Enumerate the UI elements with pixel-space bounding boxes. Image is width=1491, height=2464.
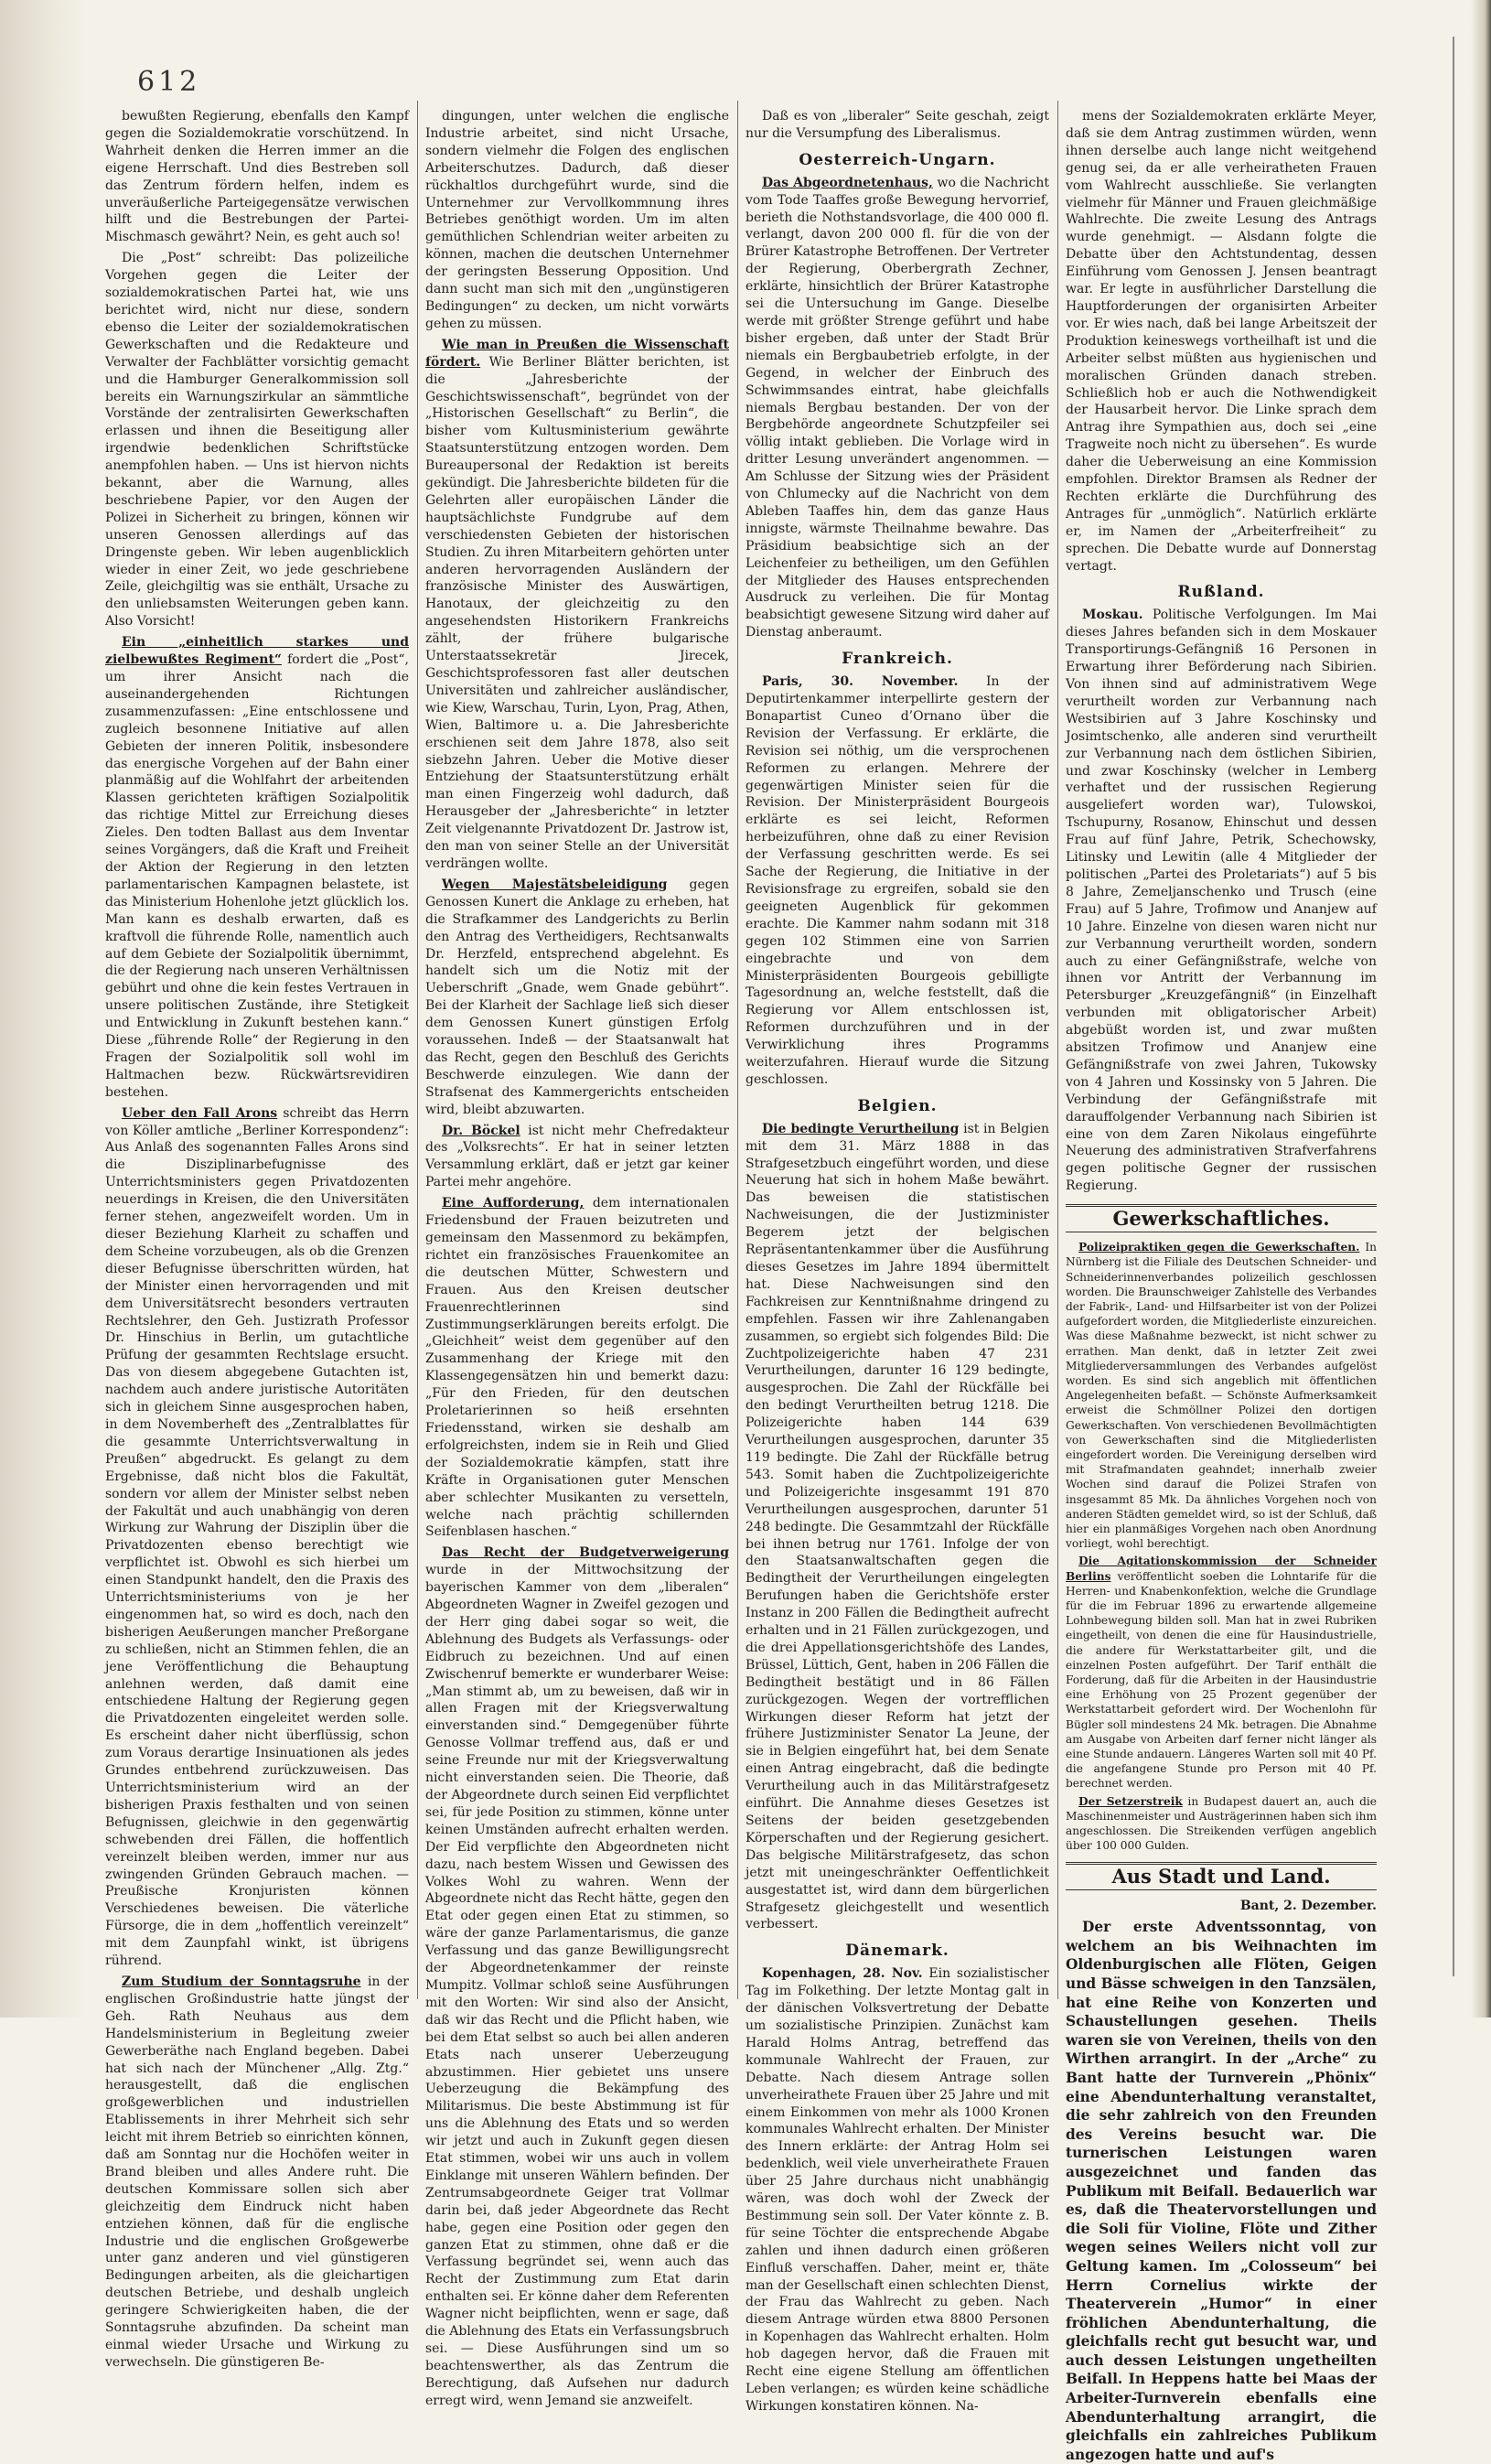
article-lead: Zum Studium der Sonntagsruhe (122, 1974, 361, 1989)
article-body: In der Deputirtenkammer interpellirte gestern der Bonapartist Cuneo d’Ornano über die Revision der Verfassung. Er erklärte, die Revision sei nöthig, um die versprochenen Reformen zu erlangen. Mehrere der gegenwärtigen Minister seien für die Revision. Der Ministerpräsident Bourgeois erklärte es sei leicht, Reformen herbeizuführen, ohne daß zu einer Revision der Verfassung geschritten werde. Es sei Sache der Regierung, die Initiative in der Revisionsfrage zu ergreifen, sobald sie den geeigneten Augenblick für gekommen erachte. Die Kammer nahm sodann mit 318 gegen 102 Stimmen eine von Sarrien eingebrachte und von dem Ministerpräsidenten Bourgeois gebilligte Tagesordnung an, welche feststellt, daß die Regierung vor Allem entschlossen ist, Reformen durchzuführen und in der Verwirklichung ihres Programms weiterzufahren. Hierauf wurde die Sitzung geschlossen. (746, 674, 1049, 1087)
article-body: in der englischen Großindustrie hatte jüngst der Geh. Rath Neuhaus aus dem Handelsministerium in Begleitung zweier Gewerberäthe nach England begeben. Dabei hat sich nach der Münchener „Allg. Ztg.“ herausgestellt, daß die englischen großgewerblichen und industriellen Etablissements in ihrer Mehrheit sich sehr leicht mit ihrem Betrieb so einrichten können, daß am Sonntag nur die Hochöfen weiter in Brand bleiben und alles Andere ruht. Die deutschen Kommissare sollen sich aber gleichzeitig dem Eindruck nicht haben entziehen können, daß für die englische Industrie und die englischen Großgewerbe unter ganz anderen und viel günstigeren Bedingungen arbeiten, als die gleichartigen deutschen Betriebe, und deshalb ungleich geringere Schwierigkeiten haben, die der Sonntagsruhe abzufinden. Da scheint man einmal wieder Ursache und Wirkung zu verwechseln. Die günstigeren Be- (105, 1974, 409, 2370)
article-body: fordert die „Post“, um ihrer Ansicht nach die auseinandergehenden Richtungen zusammenzufassen: „Eine entschlossene und zugleich besonnene Initiative auf allen Gebieten der inneren Politik, insbesondere das energische Vorgehen auf der Bahn einer planmäßig auf die Wohlfahrt der arbeitenden Klassen gerichteten kräftigen Sozialpolitik das richtige Mittel zur Erreichung dieses Zieles. Den todten Ballast aus dem Inventar seines Vorgängers, daß die Kraft und Freiheit der Aktion der Regierung in den letzten parlamentarischen Kampagnen belastete, ist das Ministerium Hohenlohe jetzt glücklich los. Man kann es deshalb erwarten, daß es kraftvoll die führende Rolle, namentlich auch auf dem Gebiete der Sozialpolitik übernimmt, die der Regierung nach unseren Verhältnissen gebührt und ohne die kein festes Vertrauen in unsere politischen Zustände, ihre Stetigkeit und Entwicklung in Zukunft bestehen kann.“ Diese „führende Rolle“ der Regierung in den Fragen der Sozialpolitik soll wohl im Haltmachen bezw. Rückwärtsrevidiren bestehen. (105, 652, 409, 1100)
dateline: Paris, 30. November. (762, 674, 959, 690)
article-lead: Der Setzerstreik (1078, 1794, 1183, 1808)
article-paragraph (746, 175, 1049, 641)
article-body: ist nicht mehr Chefredakteur des „Volksrechts“. Er hat in seiner letzten Versammlung erklärt, daß er jetzt gar keiner Partei mehr angehöre. (425, 1123, 729, 1190)
article-paragraph (1066, 1554, 1377, 1791)
article-lead: Das Abgeordnetenhaus, (762, 175, 933, 190)
article-paragraph: dingungen, unter welchen die englische Industrie arbeitet, sind nicht Ursache, sondern vielmehr die Folgen des englischen Arbeiterschutzes. Dadurch, daß dieser rückhaltlos durchgeführt wurde, sind die Unternehmer zur Vervollkommnung ihres Betriebes genöthigt worden. Um im alten gemüthlichen Schlendrian weiter arbeiten zu können, machen die deutschen Unternehmer der geringsten Besserung Opposition. Und dann sucht man sich mit den „ungünstigeren Bedingungen“ zu decken, um nicht vorwärts gehen zu müssen. (425, 109, 729, 331)
article-lead: Ein „einheitlich starkes und zielbewußtes Regiment“ (105, 635, 409, 668)
article-paragraph (1066, 1240, 1377, 1551)
column-2 (425, 108, 729, 2408)
article-body: Ein sozialistischer Tag im Folkething. Der letzte Montag galt in der dänischen Volksvertretung der Debatte um sozialistische Prinzipien. Zunächst kam Harald Holms Antrag, betreffend das kommunale Wahlrecht der Frauen, zur Debatte. Nach diesem Antrage sollen unverheirathete Frauen über 25 Jahre und mit einem Einkommen von mehr als 1000 Kronen kommunales Wahlrecht erhalten. Der Minister des Innern erklärte: der Antrag Holm sei bedenklich, weil viele unverheirathete Frauen über 25 Jahre durchaus nicht unabhängig wären, was doch wohl der Zweck der Bestimmung sein soll. Der Vater könnte z. B. für seine Töchter die entsprechende Abgabe zahlen und ihnen dadurch einen größeren Einfluß verschaffen. Daher, meint er, thäte man der Gesellschaft einen schlechten Dienst, der Frau das Wahlrecht zu geben. Nach diesem Antrage würden etwa 8800 Personen in Kopenhagen das Wahlrecht erhalten. Holm hob dagegen hervor, daß die Frauen mit Recht eine eigene Stellung am öffentlichen Leben verlangen; es würden keine schädliche Wirkungen konstatiren können. Na- (746, 1966, 1049, 2414)
article-body: veröffentlicht soeben die Lohntarife für die Herren- und Knabenkonfektion, welche die Grundlage für die im Februar 1896 zu erwartende allgemeine Lohnbewegung bilden soll. Man hat in zwei Rubriken eingetheilt, von denen die eine für Hausindustrielle, die andere für Werkstattarbeiter gilt, und die einzelnen Posten aufgeführt. Der Tarif enthält die Forderung, daß für die Arbeiten in der Hausindustrie eine Erhöhung von 25 Prozent gegenüber der Werkstattarbeit gefordert wird. Der Wochenlohn für Bügler soll mindestens 24 Mk. betragen. Die Abnahme am Ausgabe von Arbeiten darf ferner nicht länger als eine Stunde andauern. Längeres Warten soll mit 40 Pf. die angefangene Stunde pro Person mit 40 Pf. berechnet werden. (1066, 1569, 1377, 1791)
article-paragraph: mens der Sozialdemokraten erklärte Meyer, daß sie dem Antrag zustimmen würden, wenn ihnen derselbe auch lange nicht weitgehend genug sei, da er alle verheiratheten Frauen vom Wahlrecht ausschließe. Sie verlangten vielmehr für Männer und Frauen gleichmäßige Wahlrechte. Die zweite Lesung des Antrags wurde genehmigt. — Alsdann folgte die Debatte über den Achtstundentag, dessen Einführung vom Genossen J. Jensen beantragt war. Er legte in ausführlicher Darstellung die Hauptforderungen der organisirten Arbeiter vor. Er wies nach, daß bei lange Arbeitszeit der Produktion keineswegs vortheilhaft ist und die Arbeiter selbst müßten aus hygienischen und moralischen Gründen danach streben. Schließlich hob er auch die Nothwendigkeit der Hausarbeit hervor. Die Linke sprach dem Antrag ihre Sympathien aus, doch sei „eine Tragweite noch nicht zu übersehen“. Es wurde daher die Ueberweisung an eine Kommission empfohlen. Direktor Bramsen als Redner der Rechten erklärte die Durchführung des Antrages für „unmöglich“. Natürlich erklärte er, im Namen der „Arbeiterfreiheit“ zu sprechen. Die Debatte wurde auf Donnerstag vertagt. (1066, 109, 1377, 574)
column-3 (746, 108, 1049, 2414)
local-news-section (1066, 1918, 1377, 2464)
article-lead: Dr. Böckel (442, 1123, 520, 1138)
article-paragraph: Die „Post“ schreibt: Das polizeiliche Vorgehen gegen die Leiter der sozialdemokratischen Partei hat, wie uns berichtet wird, nicht nur diese, sondern ebenso die Leiter der sozialdemokratischen Gewerkschaften und die Redakteure und Verwalter der Fachblätter vorsichtig gemacht und die Hamburger Generalkommission soll bereits ein Warnungszirkular an sämmtliche Vorstände der zentralisirten Gewerkschaften erlassen und ihnen die Beseitigung aller irgendwie bedenklichen Schriftstücke anempfohlen haben. — Uns ist hiervon nichts bekannt, aber die Warnung, alles beschriebene Papier, vor den Augen der Polizei in Sicherheit zu bringen, können wir unseren Genossen allerdings auf das Dringenste geben. Wir leben augenblicklich wieder in einer Zeit, wo jede geschriebene Zeile, gleichgiltig was sie enthält, Ursache zu den unliebsamsten Weiterungen geben kann. Also Vorsicht! (105, 251, 409, 629)
article-paragraph (425, 1544, 729, 2409)
section-heading-france: Frankreich. (842, 650, 953, 669)
article-paragraph (105, 1105, 409, 1970)
article-body: In Nürnberg ist die Filiale des Deutschen Schneider- und Schneiderinnenverbandes polizeilich geschlossen worden. Die Braunschweiger Zahlstelle des Verbandes der Fabrik-, Land- und Hilfsarbeiter ist von der Polizei aufgefordert worden, die Mitgliederliste einzureichen. Was diese Maßnahme bezweckt, ist nicht schwer zu errathen. Man denkt, daß in letzter Zeit zwei Mitgliederversammlungen des Verbandes aufgelöst worden. Es sind sich angeblich mit öffentlichen Angelegenheiten befaßt. — Schönste Aufmerksamkeit erweist die Schmöllner Polizei den dortigen Gewerkschaften. Von verschiedenen Bevollmächtigten von Gewerkschaften sind die Mitgliederlisten eingefordert worden. Die Vereinigung derselben wird mit Strafmandaten geahndet; innerhalb zweier Wochen sind darauf die Polizei Strafen von insgesammt 85 Mk. Da ähnliches Vorgehen noch von anderen Städten gemeldet wird, so ist der Schluß, daß hier ein planmäßiges Vorgehen nach oben Anordnung vorliegt, wohl berechtigt. (1066, 1241, 1377, 1551)
article-paragraph (1066, 607, 1377, 1195)
article-paragraph (425, 1195, 729, 1541)
dateline: Bant, 2. Dezember. (1239, 1899, 1377, 1914)
article-lead: Wie man in Preußen die Wissenschaft fördert. (425, 337, 729, 370)
article-paragraph (746, 1121, 1049, 1934)
page-right-edge (1471, 0, 1491, 2017)
column-1 (105, 108, 409, 2370)
dateline: Moskau. (1082, 608, 1143, 623)
article-paragraph (425, 1123, 729, 1192)
page-number: 612 (137, 66, 201, 98)
article-lead: Polizeipraktiken gegen die Gewerkschaften. (1078, 1241, 1360, 1254)
article-lead: Das Recht der Budgetverweigerung (442, 1545, 729, 1561)
article-body: schreibt das Herrn von Köller amtliche „Berliner Korrespondenz“: Aus Anlaß des sogenannten Falles Arons sind die Disziplinarbefugnisse des Unterrichtsministers gegen Privatdozenten neuerdings in Kreisen, die den Universitäten ferner stehen, angezweifelt worden. Um in dieser Beziehung Klarheit zu schaffen und dem Scheine vorzubeugen, als ob die Grenzen dieser Befugnisse überschritten würden, hat der Minister einen hervorragenden und mit dem Universitätsrecht besonders vertrauten Rechtslehrer, den Geh. Justizrath Professor Dr. Hinschius in Berlin, um gutachtliche Prüfung der gesammten Rechtslage ersucht. Das von diesem abgegebene Gutachten ist, nachdem auch andere juristische Autoritäten sich in gleichem Sinne ausgesprochen haben, in dem Novemberheft des „Zentralblattes für die gesammte Unterrichtsverwaltung in Preußen“ abgedruckt. Es gelangt zu dem Ergebnisse, daß nicht blos die Fakultät, sondern vor allem der Minister selbst neben der Fakultät und auch unabhängig von deren Wirkung zur Wahrung der Disziplin über die Privatdozenten ebenso berechtigt wie verpflichtet ist. Obwohl es sich hierbei um einen Standpunkt handelt, den die Praxis des Unterrichtsministeriums von je her eingenommen hat, so wird es doch, nach den bisherigen Aeußerungen mancher Preßorgane zu schließen, nicht an Stimmen fehlen, die an jene Veröffentlichung die Behauptung anlehnen werden, daß damit eine entschiedene Haltung der Regierung gegen die Privatdozenten eingeleitet werden solle. Es erscheint daher nicht überflüssig, schon zum Voraus derartige Insinuationen als jedes Grundes entbehrend zurückzuweisen. Das Unterrichtsministerium wird an der bisherigen Praxis festhalten und von seinen Befugnissen, gleichwie in den gegenwärtig schwebenden drei Fällen, die hoffentlich vereinzelt bleiben werden, immer nur aus zwingenden Gründen Gebrauch machen. — Preußische Kronjuristen können Verschiedenes beweisen. Die väterliche Fürsorge, die in dem „hoffentlich vereinzelt“ mit dem Zaunpfahl winkt, ist übrigens rührend. (105, 1105, 409, 1969)
column-rule (417, 101, 418, 1999)
column-rule (737, 101, 738, 1999)
article-paragraph: Daß es von „liberaler“ Seite geschah, zeigt nur die Versumpfung des Liberalismus. (746, 109, 1049, 141)
article-lead: Die bedingte Verurtheilung (762, 1121, 960, 1136)
article-paragraph (1066, 1794, 1377, 1854)
article-paragraph (746, 673, 1049, 1089)
article-lead: Ueber den Fall Arons (122, 1105, 278, 1121)
page-binding-shadow (0, 0, 87, 2017)
article-paragraph: Der erste Adventssonntag, von welchem an bis Weihnachten im Oldenburgischen alle Flöten, Geigen und Bässe schweigen in den Tanzsälen, hat eine Reihe von Konzerten und Schaustellungen gesehen. Theils waren sie von Vereinen, theils von den Wirthen arrangirt. In der „Arche“ zu Bant hatte der Turnverein „Phönix“ eine Abendunterhaltung veranstaltet, die sehr zahlreich von den Freunden des Vereins besucht war. Die turnerischen Leistungen waren ausgezeichnet und fanden das Publikum mit Beifall. Bedauerlich war es, daß die Theatervorstellungen und die Soli für Violine, Flöte und Zither wegen seines Weilers nicht voll zur Geltung kamen. Im „Colosseum“ bei Herrn Cornelius wirkte der Theaterverein „Humor“ in einer fröhlichen Abendunterhaltung, die gleichfalls recht gut besucht war, und auch dessen Leistungen ungetheilten Beifall. In Heppens hatte bei Maas der Arbeiter-Turnverein ebenfalls eine Abendunterhaltung arrangirt, die gleichfalls ein zahlreiches Publikum angezogen hatte und auf's (1066, 1919, 1377, 2463)
section-heading-unions: Gewerkschaftliches. (1066, 1204, 1377, 1232)
article-body: Politische Verfolgungen. Im Mai dieses Jahres befanden sich in dem Moskauer Transportirungs-Gefängniß 16 Personen in Erwartung ihrer Beförderung nach Sibirien. Von ihnen sind auf administrativem Wege verurtheilt worden zur Verbannung nach Westsibirien auf 3 Jahre Koschinsky und Josimtschenko, alle anderen sind verurtheilt zur Verbannung nach dem östlichen Sibirien, und zwar Koschinsky (welcher in Lemberg verhaftet und der russischen Regierung ausgeliefert worden war), Tulowskoi, Tschupurny, Rosanow, Ehinschut und dessen Frau auf fünf Jahre, Petrik, Schechowsky, Litinsky und Lewitin (alle 4 Mitglieder der politischen „Partei des Proletariats“) auf 5 bis 8 Jahre, Zemeljanschenko und Trusch (eine Frau) auf 5 Jahre, Trofimow und Ananjew auf 10 Jahre. Einzelne von diesen waren nicht nur zur Verbannung verurtheilt worden, sondern auch zu einer Gefängnißstrafe, welche von ihnen vor Antritt der Verbannung im Petersburger „Kreuzgefängniß“ (in Einzelhaft verbunden mit obligatorischer Arbeit) abgebüßt worden ist, und zwar mußten absitzen Trofimow und Ananjew eine Gefängnißstrafe von zwei Jahren, Tukowsky von 4 Jahren und Kossinsky von 5 Jahren. Die Verbindung der Gefängnißstrafe mit darauffolgender Verbannung nach Sibirien ist eine von dem Zaren Nikolaus eingeführte Neuerung des administrativen Strafverfahrens gegen politische Gegner der russischen Regierung. (1066, 608, 1377, 1194)
article-paragraph: bewußten Regierung, ebenfalls den Kampf gegen die Sozialdemokratie vorschützend. In Wahrheit denken die Herren immer an die eigene Herrschaft. Und dies Bestreben soll das Zentrum fördern helfen, indem es unveräußerliche Parteigegensätze verwischen hilft und die Bestrebungen der Partei-Mischmasch gewährt? Nein, es geht auch so! (105, 109, 409, 245)
article-body: Wie Berliner Blätter berichten, ist die „Jahresberichte der Geschichtswissenschaft“, begründet von der „Historischen Gesellschaft“ zu Berlin“, die bisher vom Kultusministerium gewährte Staatsunterstützung entzogen worden. Dem Bureaupersonal der Redaktion ist bereits gekündigt. Die Jahresberichte bildeten für die Gelehrten aller europäischen Länder die hauptsächlichste Fundgrube auf dem verschiedensten Gebieten der historischen Studien. Zu ihren Mitarbeitern gehörten unter anderen hervorragenden Ausländern der französische Minister des Auswärtigen, Hanotaux, der gleichzeitig zu den angesehendsten Historikern Frankreichs zählt, der frühere bulgarische Unterstaatssekretär Jirecek, Geschichtsprofessoren fast aller deutschen Universitäten und zahlreicher ausländischer, wie Kiew, Warschau, Turin, Lyon, Prag, Athen, Wien, Baltimore u. a. Die Jahresberichte erschienen seit dem Jahre 1878, also seit siebzehn Jahren. Ueber die Motive dieser Entziehung der Staatsunterstützung erhält man einen Fingerzeig wohl dadurch, daß Herausgeber der „Jahresberichte“ in letzter Zeit vielgenannte Privatdozent Dr. Jastrow ist, den man von seiner Stelle an der Universität verdrängen wollte. (425, 354, 729, 871)
section-heading-russia: Rußland. (1177, 583, 1265, 602)
article-lead: Eine Aufforderung, (442, 1196, 585, 1211)
article-body: ist in Belgien mit dem 31. März 1888 in das Strafgesetzbuch eingeführt worden, und diese Neuerung hat sich in hohem Maße bewährt. Das beweisen die statistischen Nachweisungen, die der Justizminister Begerem jetzt der belgischen Repräsentantenkammer über die Ausführung dieses Gesetzes im Jahre 1894 übermittelt hat. Diese Nachweisungen sind den Fachkreisen zur Kenntnißnahme dringend zu empfehlen. Fassen wir ihre Zahlenangaben zusammen, so ergiebt sich folgendes Bild: Die Zuchtpolizeigerichte haben 47 231 Verurtheilungen, darunter 16 129 bedingte, ausgesprochen. Die Zahl der Rückfälle bei den bedingt Verurtheilten betrug 1218. Die Polizeigerichte haben 144 639 Verurtheilungen ausgesprochen, darunter 35 119 bedingte. Die Zahl der Rückfälle betrug 543. Somit haben die Zuchtpolizeigerichte und Polizeigerichte insgesammt 191 870 Verurtheilungen ausgesprochen, darunter 51 248 bedingte. Die Gesammtzahl der Rückfälle bei ihnen betrug nur 1761. Infolge der von den Staatsanwaltschaften gegen die Bedingtheit der Verurtheilungen eingelegten Berufungen haben die Gerichtshöfe erster Instanz in 200 Fällen die Bedingtheit aufrecht erhalten und in 21 Fällen zurückgezogen, und die drei Appellationsgerichtshöfe des Landes, Brüssel, Lüttich, Gent, haben in 206 Fällen die Bedingtheit bestätigt und in 86 Fällen zurückgezogen. Wegen der vortrefflichen Wirkungen dieser Reform hat jetzt der frühere Justizminister Senator La Jeune, der sie in Belgien eingeführt hat, bei dem Senate einen Antrag eingebracht, daß die bedingte Verurtheilung auch in das Militärstrafgesetz einführt. Die Annahme dieses Gesetzes ist Seitens der beiden gesetzgebenden Körperschaften und der Regierung gesichert. Das belgische Militärstrafgesetz, das schon jetzt mit uneingeschränkter Oeffentlichkeit ausgestattet ist, wird dann dem bürgerlichen Strafgesetz gleichgestellt und wesentlich verbessert. (746, 1121, 1049, 1932)
section-heading-austria: Oesterreich-Ungarn. (799, 150, 996, 169)
article-paragraph (425, 877, 729, 1119)
article-lead: Die Agitationskommission der Schneider Berlins (1066, 1555, 1377, 1583)
article-body: dem internationalen Friedensbund der Frauen beizutreten und gemeinsam den Massenmord zu bekämpfen, richtet ein französisches Frauenkomitee an die deutschen Mütter, Schwestern und Frauen. Aus den Kreisen deutscher Frauenrechtlerinnen sind Zustimmungserklärungen bereits erfolgt. Die „Gleichheit“ weist dem gegenüber auf den Zusammenhang der Kriege mit den Klassengegensätzen hin und bemerkt dazu: „Für den Frieden, für den deutschen Proletarierinnen so heiß ersehnten Friedensstand, wirken sie deshalb am erfolgreichsten, indem sie in Reih und Glied der Sozialdemokratie kämpfen, statt ihre Kräfte in Organisationen guter Menschen aber schlechter Musikanten zu versetteln, welche nach prächtig schillernden Seifenblasen haschen.“ (425, 1196, 729, 1540)
article-paragraph (105, 1974, 409, 2372)
section-heading-local: Aus Stadt und Land. (1066, 1862, 1377, 1890)
article-body: wo die Nachricht vom Tode Taaffes große Bewegung hervorrief, berieth die Nothstandsvorlage, die 400 000 fl. verlangt, davon 200 000 fl. für die von der Brürer Katastrophe Betroffenen. Der Vertreter der Regierung, Oberbergrath Zechner, erklärte, hinsichtlich der Brürer Katastrophe sei die Untersuchung im Gange. Dieselbe werde mit größter Strenge geführt und habe bisher ergeben, daß unter der Stadt Brür niemals ein Bergbaubetrieb erfolgte, in der Gegend, in welcher der Einbruch des Schwimmsandes eintrat, habe gleichfalls niemals Bergbau bestanden. Der von der Bergbehörde angeordnete Schutzpfeiler sei völlig intakt geblieben. Die Vorlage wird in dritter Lesung unverändert angenommen. — Am Schlusse der Sitzung wies der Präsident von Chlumecky auf die Nachricht von dem Ableben Taaffes hin, dem das ganze Haus innigste, wärmste Theilnahme bewahre. Das Präsidium beabsichtige sich an der Leichenfeier zu betheiligen, um den Gefühlen der Mitglieder des Hauses entsprechenden Ausdruck zu verleihen. Die für Montag beabsichtigt gewesene Sitzung wird daher auf Dienstag anberaumt. (746, 175, 1049, 640)
column-4 (1066, 108, 1377, 2463)
section-heading-belgium: Belgien. (857, 1096, 938, 1115)
article-paragraph (746, 1965, 1049, 2416)
article-paragraph (105, 634, 409, 1101)
unions-section (1066, 1240, 1377, 1853)
page-frame-line (1453, 37, 1454, 1976)
article-lead: Wegen Majestätsbeleidigung (442, 877, 668, 892)
column-rule (1057, 101, 1058, 1999)
article-paragraph (425, 337, 729, 873)
dateline: Kopenhagen, 28. Nov. (762, 1966, 923, 1982)
article-body: gegen Genossen Kunert die Anklage zu erheben, hat die Strafkammer des Landgerichts zu Berlin den Antrag des Vertheidigers, Rechtsanwalts Dr. Herzfeld, entsprechend abgelehnt. Es handelt sich um die Notiz mit der Ueberschrift „Gnade, wem Gnade gebührt“. Bei der Klarheit der Sachlage ließ sich dieser dem Genossen Kunert günstigen Erfolg voraussehen. Indeß — der Staatsanwalt hat das Recht, gegen den Beschluß des Gerichts Beschwerde einzulegen. Wie dann der Strafsenat des Kammergerichts entscheiden wird, bleibt abzuwarten. (425, 877, 729, 1117)
article-body: in Budapest dauert an, auch die Maschinenmeister und Austrägerinnen haben sich ihm angeschlossen. Die Streikenden verfügen angeblich über 100 000 Gulden. (1066, 1794, 1377, 1853)
article-body: wurde in der Mittwochsitzung der bayerischen Kammer von dem „liberalen“ Abgeordneten Wagner in Zweifel gezogen und der Herr ging dabei sogar so weit, die Ablehnung des Budgets als Verfassungs- oder Eidbruch zu bezeichnen. Und auf einen Zwischenruf bemerkte er wunderbarer Weise: „Man stimmt ab, um zu beweisen, daß wir in allen Fragen mit der Kriegsverwaltung einverstanden sind.“ Demgegenüber führte Genosse Vollmar treffend aus, daß er und seine Freunde nur mit der Kriegsverwaltung nicht einverstanden seien. Die Theorie, daß der Abgeordnete durch seinen Eid verpflichtet sei, für jede Position zu stimmen, könne unter keinen Umständen aufrecht erhalten werden. Der Eid verpflichte den Abgeordneten nicht dazu, nach bestem Wissen und Gewissen des Volkes Wohl zu wahren. Wenn der Abgeordnete nicht das Recht hätte, gegen den Etat oder gegen einen Etat zu stimmen, so wäre der ganze Parlamentarismus, die ganze Verfassung und das ganze Bewilligungsrecht der Abgeordnetenkammer der reinste Mumpitz. Vollmar schloß seine Ausführungen mit den Worten: Wir sind also der Ansicht, daß wir das Recht und die Pflicht haben, wie bei dem Etat selbst so auch bei allen anderen Etats nach unserer Ueberzeugung abzustimmen. Hier gebietet uns unsere Ueberzeugung die Bekämpfung des Militarismus. Die beste Abstimmung ist für uns die Ablehnung des Etats und so werden wir jetzt und auch in Zukunft gegen diesen Etat stimmen, wobei wir uns auch in vollem Einklange mit unseren Wählern befinden. Der Zentrumsabgeordnete Geiger trat Vollmar darin bei, daß jeder Abgeordnete das Recht habe, gegen eine Position oder gegen den ganzen Etat zu stimmen, ohne daß er die Verfassung begründet sei, wenn auch das Recht der Zustimmung zum Etat darin enthalten sei. Er könne daher dem Referenten Wagner nicht beipflichten, wenn er sage, daß die Ablehnung des Etats ein Verfassungsbruch sei. — Diese Ausführungen sind um so beachtenswerther, als das Zentrum die Berechtigung, daß Aufsehen nur dadurch erregt wird, wenn Jemand sie anzweifelt. (425, 1563, 729, 2408)
section-heading-denmark: Dänemark. (845, 1942, 949, 1961)
